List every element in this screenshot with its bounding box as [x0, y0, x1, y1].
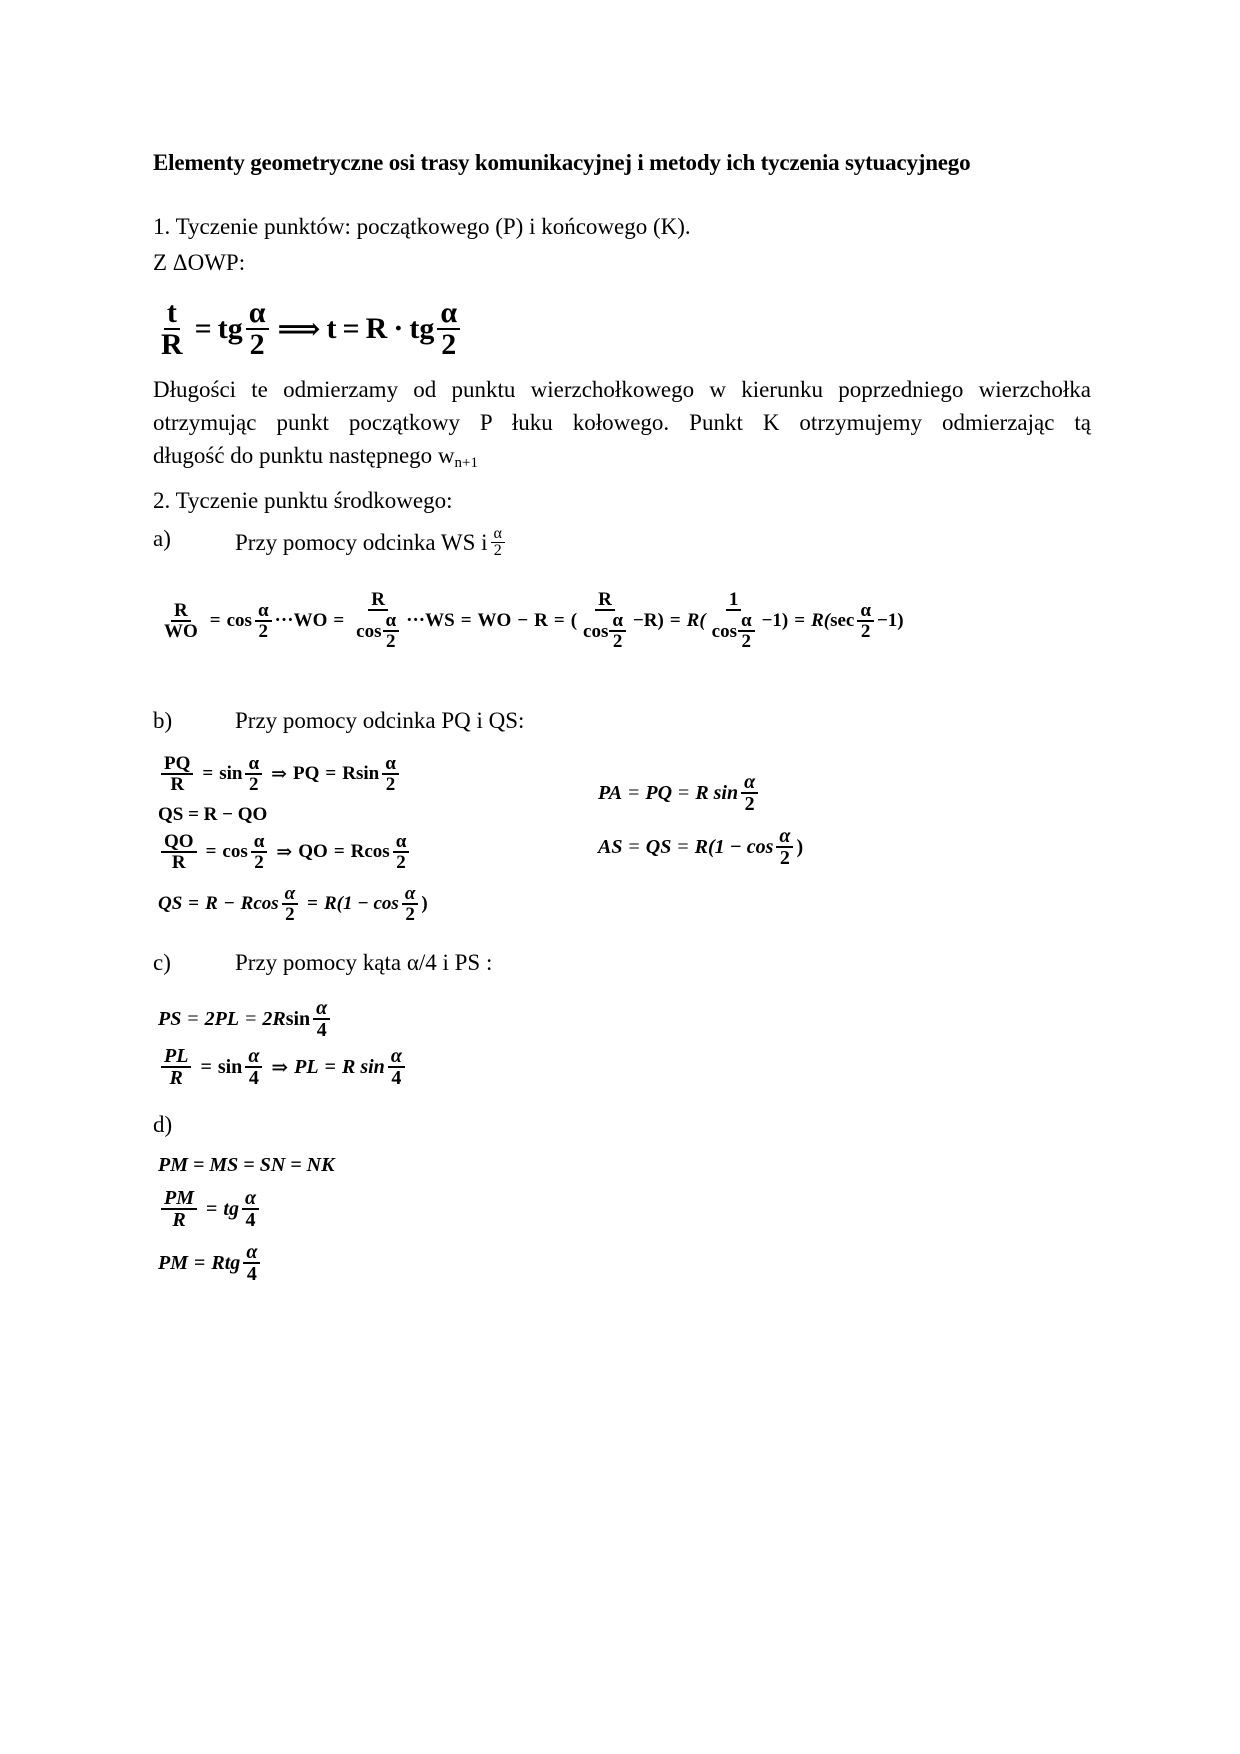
formula-qo: $\frac{QO}{R}$ = cos $\frac{\alpha}{2}$ ⇒ QO = Rcos $\frac{\alpha}{2}$ [158, 832, 412, 872]
paragraph-line-2: otrzymując punkt początkowy P łuku kołowego. Punkt K otrzymujemy odmierzając tą [153, 410, 1091, 435]
formula-as: AS = QS = R(1 − cos $\frac{\alpha}{2}$ ) [598, 825, 804, 869]
item-b-text: Przy pomocy odcinka PQ i QS: [235, 708, 525, 733]
triangle-label: Z ΔOWP: [153, 250, 246, 275]
item-a-label: a) [153, 526, 171, 551]
paragraph-line-3: długość do punktu następnego $w_{n+1}$ [153, 443, 478, 471]
formula-pl: $\frac{PL}{R}$ = sin $\frac{\alpha}{4}$ ⇒ PL = R sin $\frac{\alpha}{4}$ [158, 1046, 408, 1088]
section-1-heading: 1. Tyczenie punktów: początkowego (P) i końcowego (K). [153, 214, 691, 239]
formula-pq: $\frac{PQ}{R}$ = sin $\frac{\alpha}{2}$ ⇒ PQ = Rsin $\frac{\alpha}{2}$ [158, 754, 402, 794]
formula-pm-ratio: $\frac{PM}{R}$ = tg $\frac{\alpha}{4}$ [158, 1188, 262, 1230]
document-title: Elementy geometryczne osi trasy komunikacyjnej i metody ich tyczenia sytuacyjnego [153, 150, 971, 175]
formula-ps: PS = 2PL = 2R sin $\frac{\alpha}{4}$ [158, 998, 333, 1040]
item-c-label: c) [153, 950, 171, 975]
formula-tangent-length: $\frac{t}{R}$ = tg $\frac{\alpha}{2}$ ⟹ t = R · tg $\frac{\alpha}{2}$ [155, 298, 463, 360]
formula-ws: $\frac{R}{WO}$ = cos $\frac{\alpha}{2}$ ··· WO = R cos $\frac{\alpha}{2}$ ··· WS = WO − R = ( R cos $\frac{\alpha}{2}$ −R) = R( 1 cos $\frac{\alpha}{2}$ −1) = R( sec $\frac{\alpha}{2}$ −1) [164, 589, 904, 652]
formula-pa: PA = PQ = R sin $\frac{\alpha}{2}$ [598, 772, 761, 814]
item-b-label: b) [153, 708, 173, 733]
formula-pm: PM = Rtg $\frac{\alpha}{4}$ [158, 1242, 263, 1284]
item-d-label: d) [153, 1112, 173, 1137]
paragraph-line-1: Długości te odmierzamy od punktu wierzchołkowego w kierunku poprzedniego wierzchołka [153, 377, 1091, 402]
formula-pm-chain: PM = MS = SN = NK [158, 1154, 335, 1176]
formula-qs-def: QS = R − QO [158, 804, 268, 825]
item-a-text: Przy pomocy odcinka WS i $\frac{\alpha}{2}$ [235, 526, 508, 559]
formula-qs: QS = R − Rcos $\frac{\alpha}{2}$ = R(1 − cos $\frac{\alpha}{2}$ ) [158, 883, 428, 925]
section-2-heading: 2. Tyczenie punktu środkowego: [153, 488, 453, 513]
item-c-text: Przy pomocy kąta α/4 i PS : [235, 950, 493, 975]
